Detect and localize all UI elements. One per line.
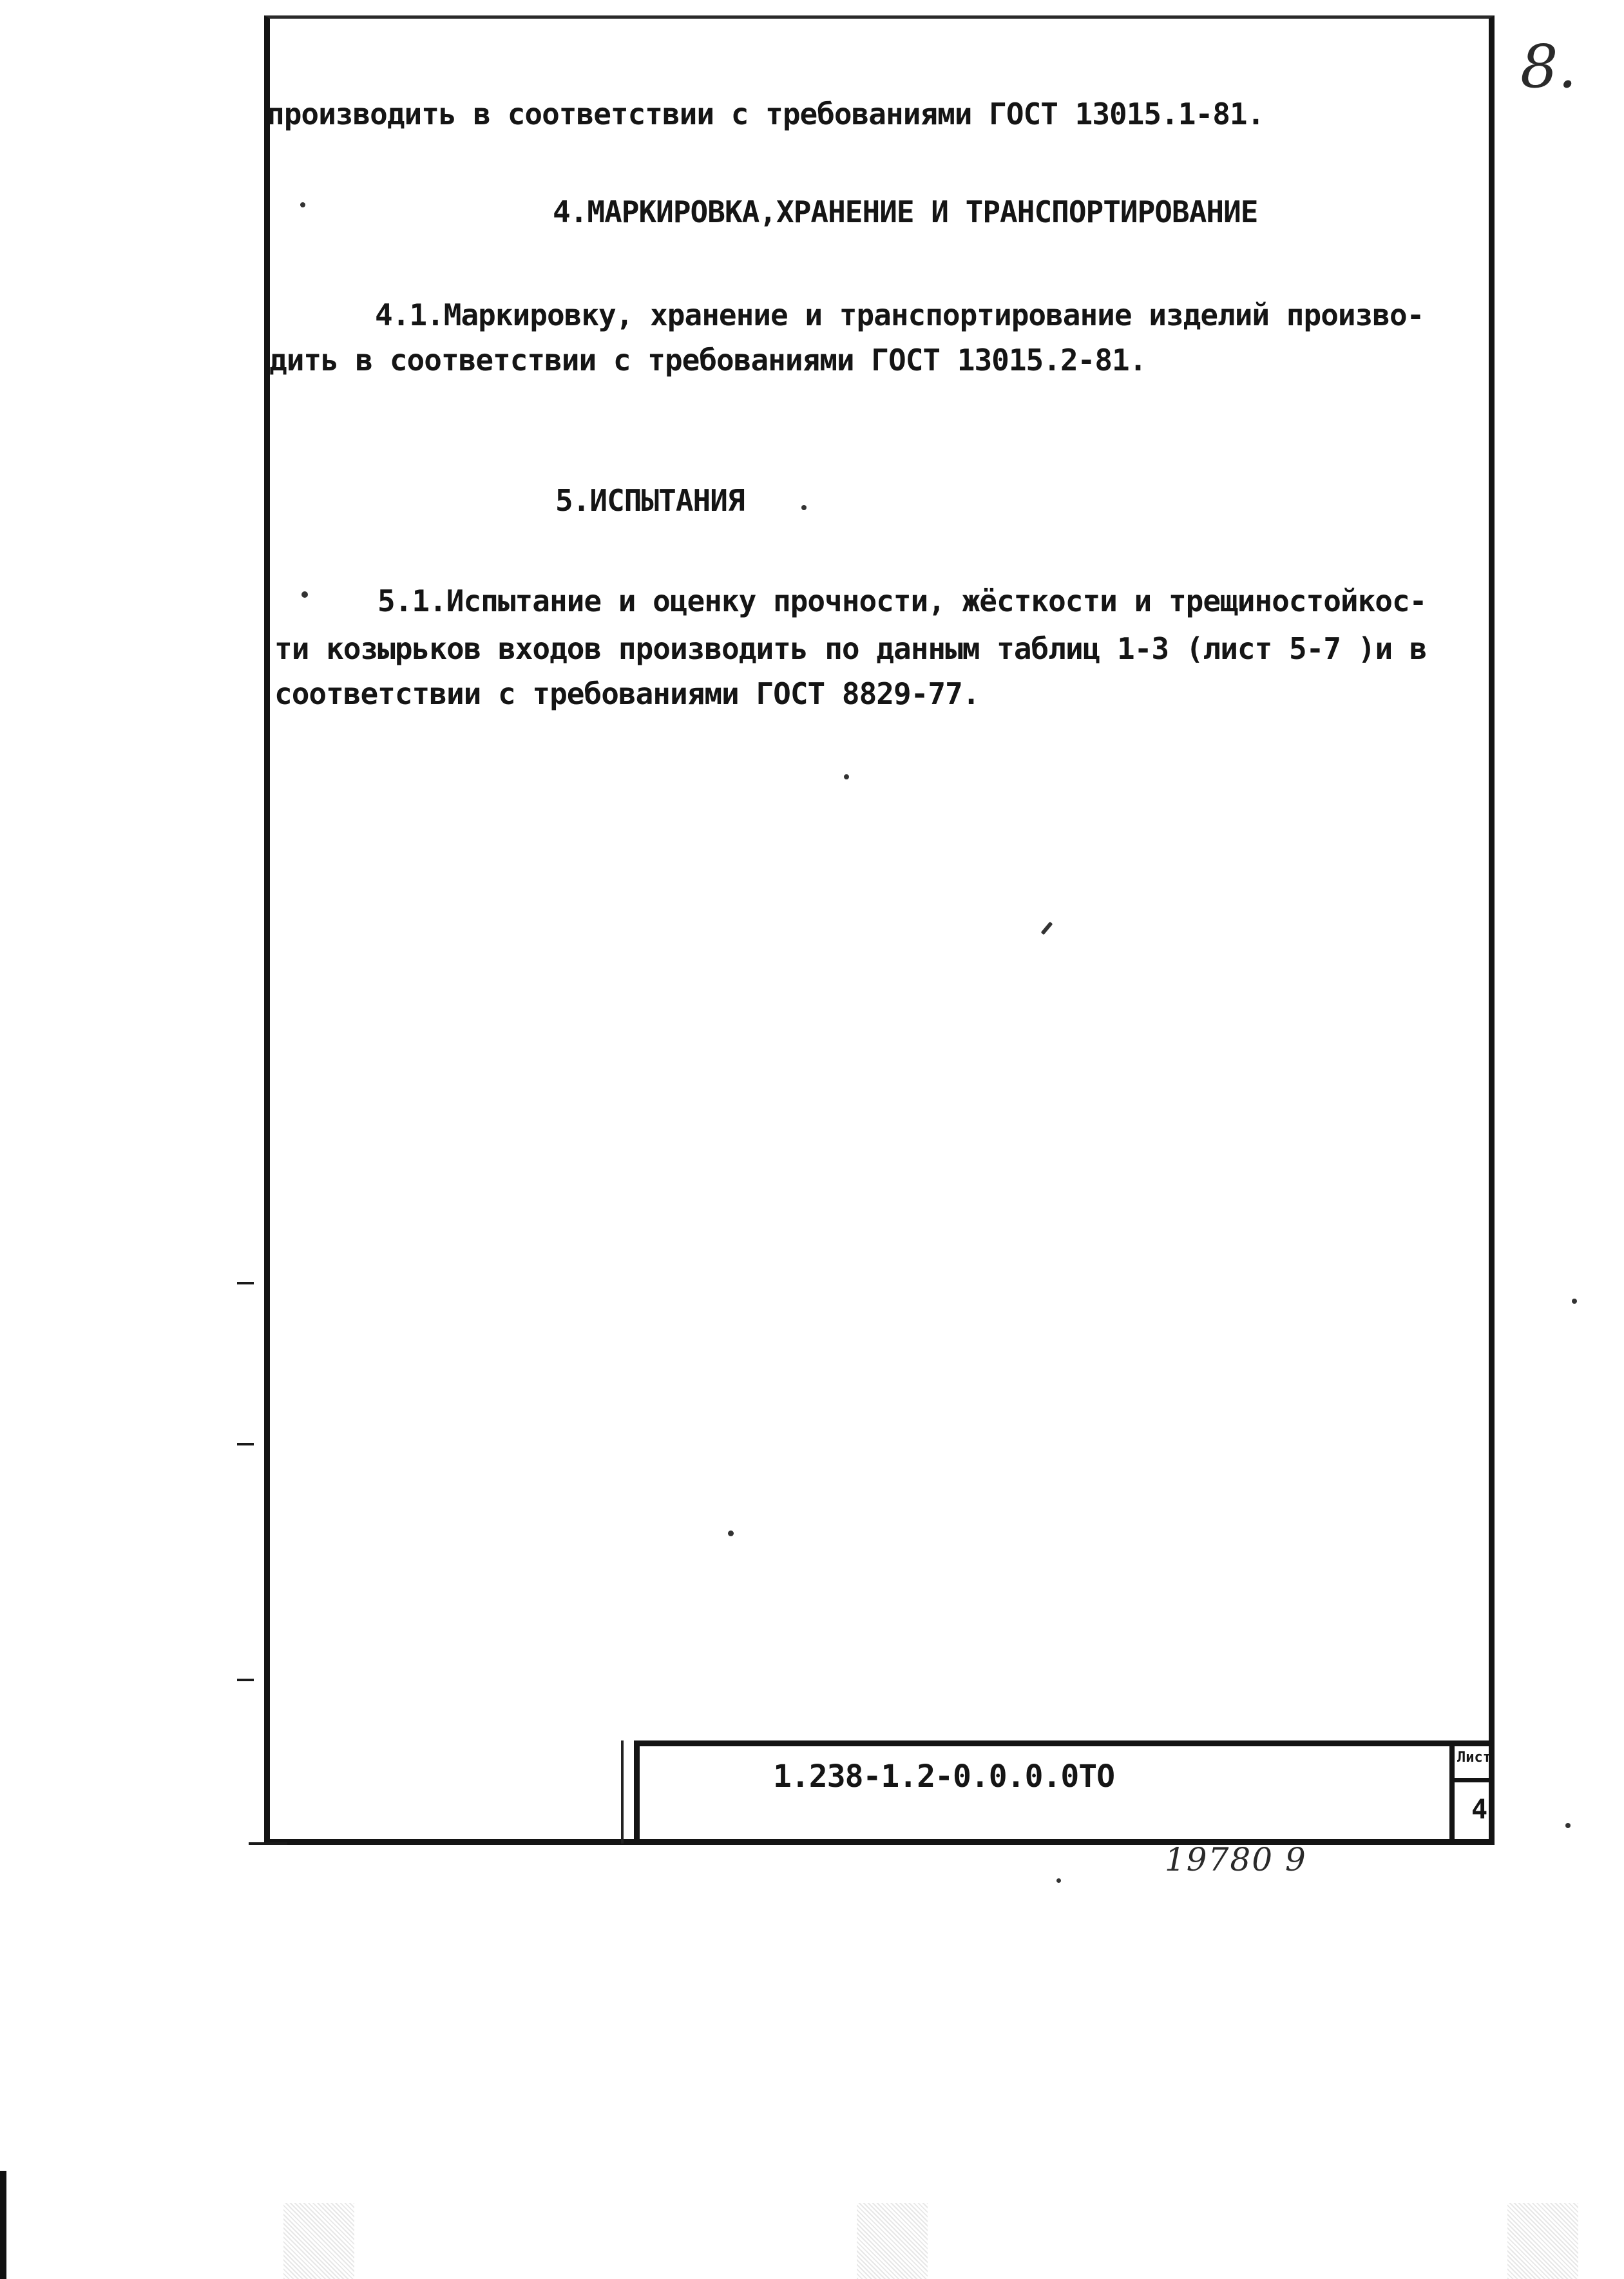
section-5-heading: 5.ИСПЫТАНИЯ	[555, 483, 745, 518]
binding-tick	[237, 1679, 254, 1681]
frame-corner-mark	[249, 1842, 287, 1845]
clause-5-1-line-1: 5.1.Испытание и оценку прочности, жёсткости и трещиностойкос-	[377, 584, 1427, 618]
section-4-heading: 4.МАРКИРОВКА,ХРАНЕНИЕ И ТРАНСПОРТИРОВАНИЕ	[553, 195, 1258, 229]
handwritten-inventory-number: 19780 9	[1165, 1841, 1307, 1878]
handwritten-page-number: 8.	[1520, 32, 1577, 101]
scan-speck	[1565, 1823, 1571, 1828]
scan-speck	[1572, 1299, 1577, 1304]
scan-edge-bar	[0, 2171, 6, 2279]
sheet-cell-divider	[1449, 1778, 1495, 1782]
drawing-frame	[264, 15, 1495, 1845]
sheet-number: 4	[1471, 1793, 1488, 1825]
title-block-edge	[621, 1740, 634, 1844]
clause-5-1-line-3: соответствии с требованиями ГОСТ 8829-77.	[274, 676, 980, 711]
scan-speck	[844, 774, 849, 779]
document-code: 1.238-1.2-0.0.0.0ТО	[773, 1759, 1115, 1795]
scan-speck	[1056, 1878, 1061, 1883]
continuation-line: производить в соответствии с требованиями ГОСТ 13015.1-81.	[267, 97, 1265, 131]
binding-tick	[237, 1443, 254, 1445]
scan-speck	[300, 202, 305, 207]
scan-speck	[301, 591, 308, 598]
scan-noise	[857, 2203, 928, 2279]
sheet-label: Лист	[1457, 1750, 1491, 1766]
scan-noise	[283, 2203, 354, 2279]
clause-4-1-line-2: дить в соответствии с требованиями ГОСТ 13015.2-81.	[269, 343, 1147, 377]
scan-speck	[801, 505, 807, 510]
clause-4-1-line-1: 4.1.Маркировку, хранение и транспортирование изделий произво-	[375, 298, 1424, 332]
clause-5-1-line-2: ти козырьков входов производить по данным таблиц 1-3 (лист 5-7 )и в	[274, 631, 1427, 666]
scan-noise	[1507, 2203, 1578, 2279]
binding-tick	[237, 1282, 254, 1284]
scan-speck	[728, 1530, 734, 1536]
